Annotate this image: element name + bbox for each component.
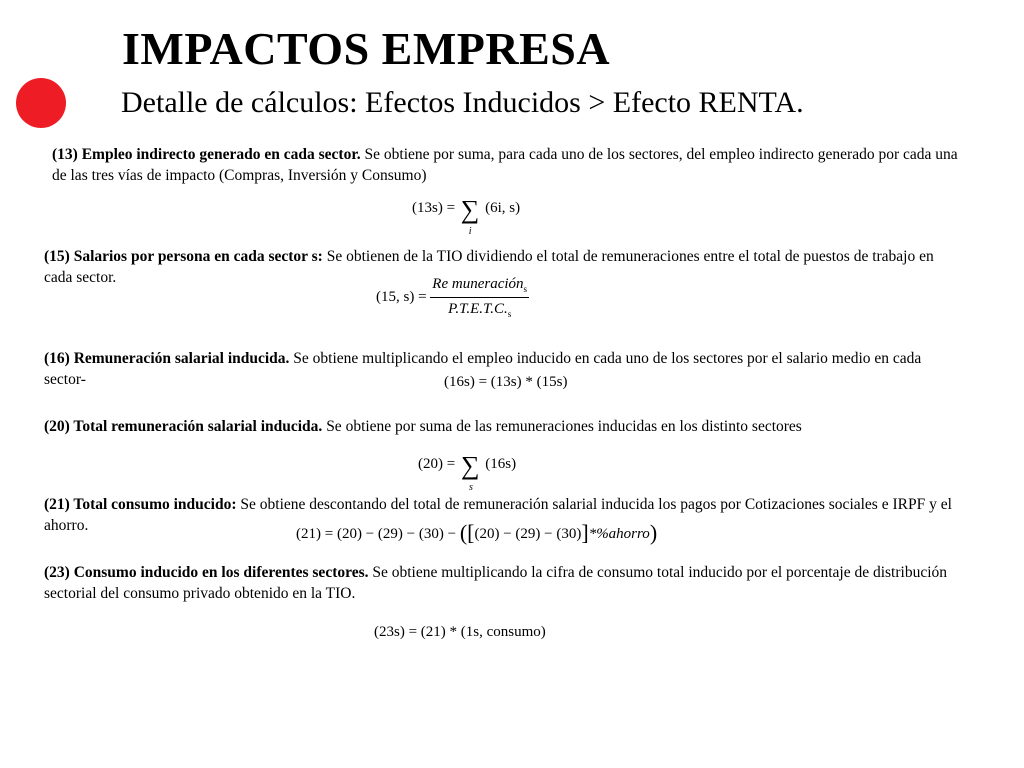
section-13-text: Se obtiene por suma, para cada uno de los sectores, del empleo indirecto generado por cada una de las tres vías de impacto (Compras, Inversión y Consumo): [52, 146, 958, 184]
section-15-text: Se obtienen de la TIO dividiendo el total de remuneraciones entre el total de puestos de trabajo en cada sector.: [44, 248, 934, 286]
formula-20-index: s: [468, 482, 473, 493]
formula-13-index: i: [468, 226, 472, 237]
formula-15-den-sub: s: [507, 309, 512, 319]
formula-20-rhs: (16s): [485, 456, 517, 472]
formula-20-lhs: (20) =: [418, 456, 456, 472]
formula-15: [376, 276, 529, 319]
section-23-text: Se obtiene multiplicando la cifra de consumo total inducido por el porcentaje de distribución sectorial del consumo privado obtenido en la TIO.: [44, 564, 948, 602]
formula-15-numerator: Re muneración: [432, 276, 524, 292]
formula-23: (23s) = (21) * (1s, consumo): [374, 624, 546, 640]
section-16-text: Se obtiene multiplicando el empleo inducido en cada uno de los sectores por el salario medio en cada sector-: [44, 350, 922, 388]
section-15-heading: (15) Salarios por persona en cada sector s:: [44, 248, 323, 265]
formula-20: [418, 451, 517, 493]
section-23-heading: (23) Consumo inducido en los diferentes sectores.: [44, 564, 369, 581]
formula-15-fraction: [430, 276, 529, 319]
formula-13-rhs: (6i, s): [485, 200, 521, 216]
section-16-heading: (16) Remuneración salarial inducida.: [44, 350, 290, 367]
red-dot-icon: [16, 78, 66, 128]
formula-15-lhs: (15, s) =: [376, 288, 427, 305]
formula-21: (21) = (20) − (29) − (30) − ([(20) − (29) − (30)]*%ahorro): [292, 520, 657, 546]
page-subtitle: Detalle de cálculos: Efectos Inducidos > Efecto RENTA.: [121, 86, 804, 119]
section-21-heading: (21) Total consumo inducido:: [44, 496, 237, 513]
section-20: [44, 416, 959, 437]
section-20-text: Se obtiene por suma de las remuneraciones inducidas en los distinto sectores: [322, 418, 802, 435]
section-23: [44, 562, 959, 604]
formula-21-part2: *%ahorro: [588, 526, 650, 542]
section-20-heading: (20) Total remuneración salarial inducida.: [44, 418, 323, 435]
formula-16: (16s) = (13s) * (15s): [444, 374, 568, 390]
formula-15-denominator: P.T.E.T.C.: [448, 301, 508, 317]
page-title: IMPACTOS EMPRESA: [122, 23, 611, 74]
section-21-text: Se obtiene descontando del total de remuneración salarial inducida los pagos por Cotizaciones sociales e IRPF y el ahorro.: [44, 496, 952, 534]
section-13: [52, 144, 967, 186]
formula-13-lhs: (13s) =: [412, 200, 456, 216]
formula-21-inner: (20) − (29) − (30): [474, 526, 582, 542]
sum-icon: ∑ i: [461, 200, 480, 220]
formula-15-num-sub: s: [523, 284, 528, 294]
formula-13: [412, 195, 521, 237]
section-13-heading: (13) Empleo indirecto generado en cada sector.: [52, 146, 361, 163]
sum-icon: ∑ s: [461, 456, 480, 476]
formula-21-part1: (21) = (20) − (29) − (30) −: [296, 526, 460, 542]
